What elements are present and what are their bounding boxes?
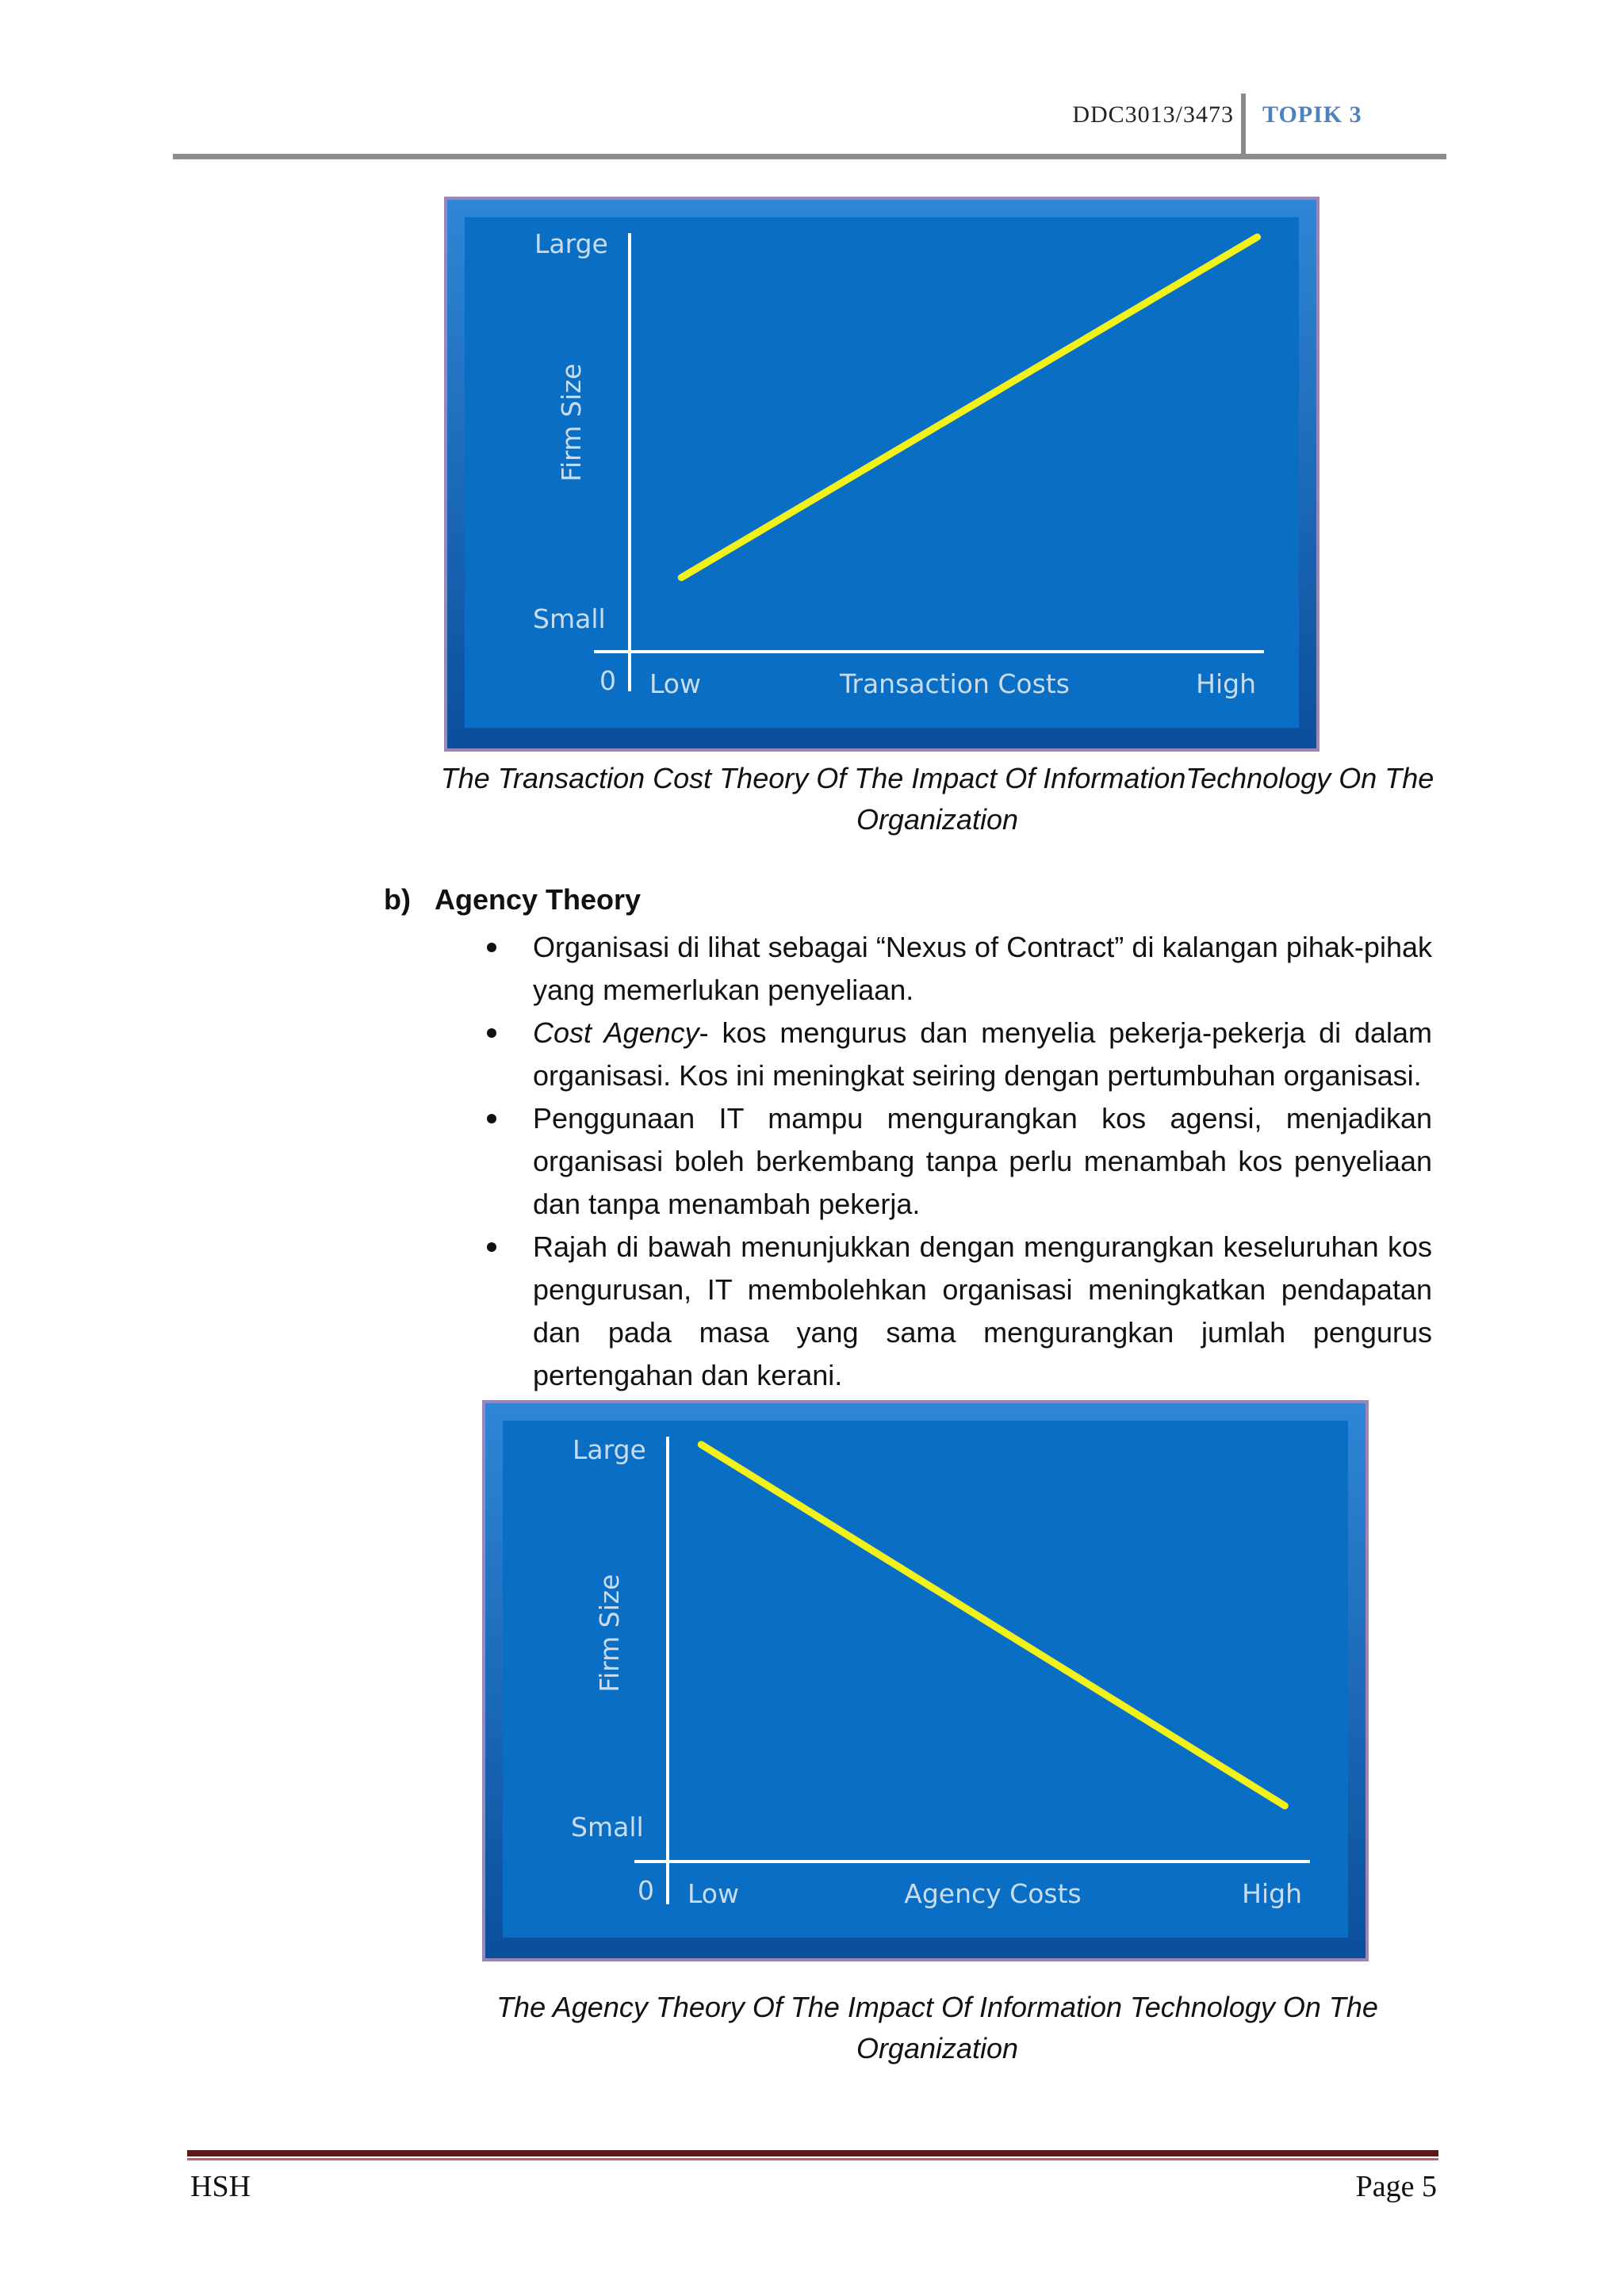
y-tick-large: Large [573, 1434, 646, 1465]
bullet-list [487, 926, 1432, 1397]
origin-label: 0 [638, 1875, 654, 1906]
bullet-text: Rajah di bawah menunjukkan dengan mengurangkan keseluruhan kos pengurusan, IT membolehkan organisasi meningkatkan pendapatan dan pada masa yang sama mengurangkan jumlah pengurus pertengahan dan kerani. [533, 1230, 1432, 1391]
y-tick-small: Small [571, 1812, 644, 1843]
section-heading [384, 883, 641, 916]
bullet-term: Cost Agency [533, 1016, 699, 1049]
x-tick-low: Low [649, 668, 701, 699]
footer-author: HSH [190, 2170, 251, 2203]
y-axis-label: Firm Size [594, 1574, 625, 1693]
transaction-cost-chart [447, 200, 1316, 748]
figure-2-caption: The Agency Theory Of The Impact Of Information Technology On The Organization [496, 1991, 1378, 2064]
x-tick-high: High [1196, 668, 1256, 699]
bullet-icon [487, 1028, 496, 1038]
footer-rule-accent [187, 2158, 1438, 2160]
list-item [487, 1226, 1432, 1397]
section-marker: b) [384, 883, 411, 916]
transaction-cost-figure [444, 197, 1320, 752]
page-number: Page 5 [1355, 2170, 1437, 2203]
bullet-text: Organisasi di lihat sebagai “Nexus of Contract” di kalangan pihak-pihak yang memerlukan penyeliaan. [533, 931, 1432, 1006]
list-item [487, 1097, 1432, 1226]
agency-theory-figure [482, 1400, 1369, 1961]
bullet-text: - kos mengurus dan menyelia pekerja-pekerja di dalam organisasi. Kos ini meningkat seiring dengan pertumbuhan organisasi. [533, 1016, 1433, 1092]
x-axis-label: Transaction Costs [840, 668, 1070, 699]
x-axis-label: Agency Costs [904, 1878, 1082, 1909]
header-divider [1241, 94, 1246, 157]
section-title: Agency Theory [435, 883, 642, 916]
agency-theory-chart [485, 1403, 1365, 1958]
figure-1-caption: The Transaction Cost Theory Of The Impact Of InformationTechnology On The Organization [440, 762, 1434, 836]
header-rule [173, 154, 1446, 159]
bullet-icon [487, 1114, 496, 1123]
list-item [487, 1012, 1432, 1097]
list-item [487, 926, 1432, 1012]
y-axis-label: Firm Size [556, 363, 587, 482]
course-code: DDC3013/3473 [1072, 101, 1234, 128]
topic-label: TOPIK 3 [1262, 101, 1362, 128]
bullet-icon [487, 943, 496, 952]
origin-label: 0 [599, 665, 616, 696]
footer-rule [187, 2150, 1438, 2156]
x-tick-high: High [1242, 1878, 1302, 1909]
x-tick-low: Low [688, 1878, 739, 1909]
y-tick-small: Small [533, 603, 606, 634]
bullet-text: Penggunaan IT mampu mengurangkan kos agensi, menjadikan organisasi boleh berkembang tanpa perlu menambah kos penyeliaan dan tanpa menambah pekerja. [533, 1102, 1432, 1220]
bullet-icon [487, 1242, 496, 1252]
y-tick-large: Large [534, 228, 608, 259]
